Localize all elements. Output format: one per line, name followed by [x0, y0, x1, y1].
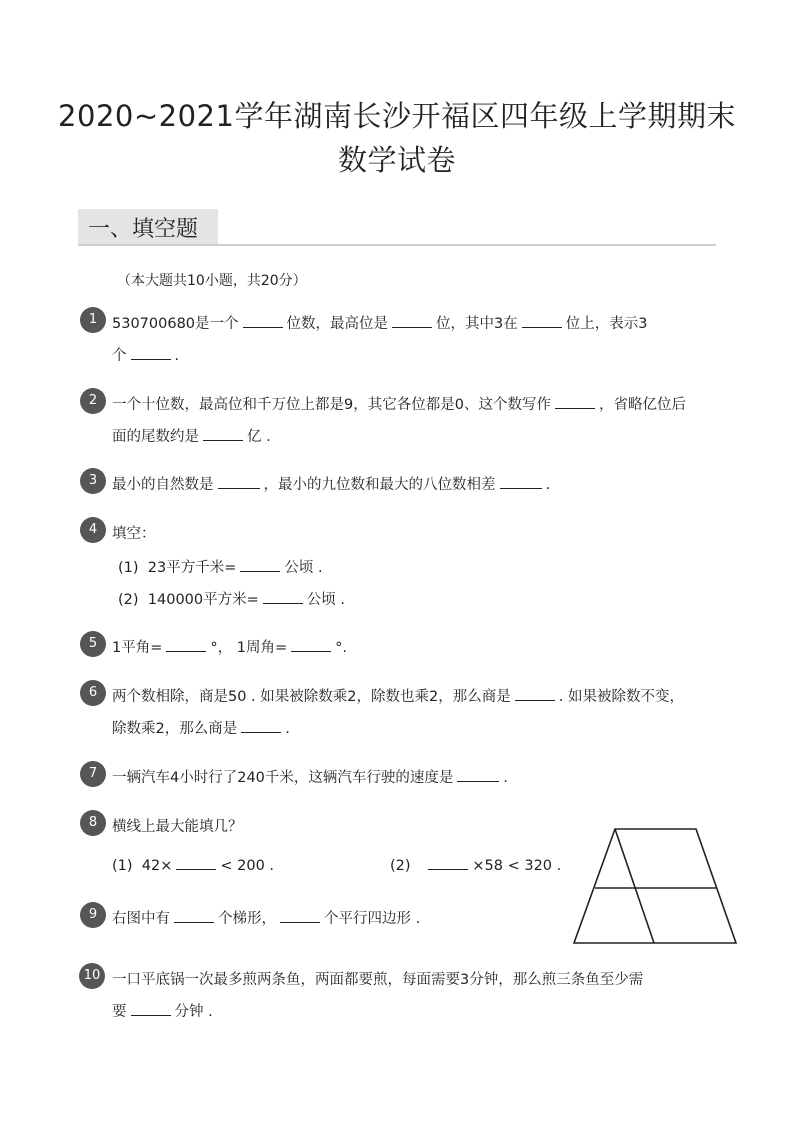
answer-blank[interactable]: [263, 589, 303, 604]
answer-blank[interactable]: [218, 474, 260, 489]
q8-sub1-label: (1): [112, 858, 133, 874]
answer-blank[interactable]: [241, 718, 281, 733]
question-number-badge: 2: [80, 388, 106, 414]
q7-text-b: .: [503, 770, 509, 786]
q3-text-b: ，最小的九位数和最大的八位数相差: [263, 477, 496, 493]
q6-text-b: . 如果被除数不变，: [558, 689, 684, 705]
q9-text-a: 右图中有: [112, 911, 170, 927]
answer-blank[interactable]: [166, 637, 206, 652]
answer-blank[interactable]: [555, 394, 595, 409]
question-4-sub2: [118, 588, 345, 609]
q3-text-a: 最小的自然数是: [112, 477, 214, 493]
q1-text-d: 位上，表示3: [565, 316, 648, 332]
question-2-line2: [112, 425, 271, 446]
q8-sub1-text-a: 42×: [141, 858, 173, 874]
question-6-line1: [112, 685, 684, 706]
q1-text-f: .: [174, 348, 180, 364]
q1-text-e: 个: [112, 348, 127, 364]
q2-text-d: 亿 .: [247, 429, 271, 445]
question-number-badge: 10: [79, 963, 105, 989]
question-number-badge: 3: [80, 468, 106, 494]
outer-trapezoid: [574, 829, 736, 943]
answer-blank[interactable]: [515, 686, 555, 701]
q5-text-a: 1平角=: [112, 640, 163, 656]
answer-blank[interactable]: [291, 637, 331, 652]
section-divider: [78, 244, 716, 246]
question-10-line2: [112, 1000, 213, 1021]
question-8-sub1: [112, 855, 274, 874]
section-note: （本大题共10小题，共20分）: [117, 273, 307, 289]
q4-sub2-label: (2): [118, 592, 139, 608]
question-6-line2: [112, 717, 290, 738]
question-8-line1: [112, 815, 243, 836]
question-7-line1: [112, 766, 508, 787]
answer-blank[interactable]: [522, 313, 562, 328]
trapezoid-figure: [570, 826, 742, 948]
slant-line: [615, 829, 654, 943]
answer-blank[interactable]: [176, 855, 216, 870]
question-number-badge: 6: [80, 680, 106, 706]
q5-text-d: °.: [335, 640, 347, 656]
question-number-badge: 7: [80, 761, 106, 787]
q8-sub2-text-b: ×58 < 320 .: [472, 858, 562, 874]
q4-text-a: 填空：: [112, 526, 156, 542]
question-1-line2: [112, 344, 179, 365]
question-4-line1: [112, 522, 156, 543]
answer-blank[interactable]: [203, 426, 243, 441]
q4-sub2-text-a: 140000平方米=: [147, 592, 259, 608]
q9-text-c: 个平行四边形 .: [324, 911, 421, 927]
q10-text-c: 分钟 .: [174, 1004, 213, 1020]
question-number-badge: 1: [80, 307, 106, 333]
q6-text-c: 除数乘2，那么商是: [112, 721, 238, 737]
answer-blank[interactable]: [131, 1001, 171, 1016]
question-number-badge: 5: [80, 631, 106, 657]
q1-text-b: 位数，最高位是: [286, 316, 389, 332]
q3-text-c: .: [545, 477, 551, 493]
question-3-line1: [112, 473, 550, 494]
q10-text-a: 一口平底锅一次最多煎两条鱼，两面都要煎，每面需要3分钟，那么煎三条鱼至少需: [112, 972, 644, 988]
section-title: 一、填空题: [88, 217, 199, 242]
q2-text-c: 面的尾数约是: [112, 429, 199, 445]
question-4-sub1: [118, 556, 323, 577]
answer-blank[interactable]: [280, 908, 320, 923]
answer-blank[interactable]: [500, 474, 542, 489]
question-2-line1: [112, 393, 686, 414]
q5-text-b: °，: [210, 640, 233, 656]
question-5-line1: [112, 636, 347, 657]
question-1-line1: [112, 312, 648, 333]
q8-sub1-text-b: < 200 .: [220, 858, 275, 874]
q2-text-a: 一个十位数，最高位和千万位上都是9，其它各位都是0、这个数写作: [112, 397, 551, 413]
q7-text-a: 一辆汽车4小时行了240千米，这辆汽车行驶的速度是: [112, 770, 454, 786]
answer-blank[interactable]: [243, 313, 283, 328]
q8-sub2-label: (2): [390, 858, 411, 874]
q2-text-b: ，省略亿位后: [598, 397, 686, 413]
q6-text-a: 两个数相除，商是50 . 如果被除数乘2，除数也乘2，那么商是: [112, 689, 511, 705]
answer-blank[interactable]: [131, 345, 171, 360]
q5-text-c: 1周角=: [236, 640, 288, 656]
answer-blank[interactable]: [240, 557, 280, 572]
question-number-badge: 4: [80, 517, 106, 543]
q4-sub1-text-a: 23平方千米=: [147, 560, 237, 576]
q10-text-b: 要: [112, 1004, 127, 1020]
q6-text-d: .: [285, 721, 290, 737]
question-8-sub2: [390, 855, 561, 874]
q1-text-a: 530700680是一个: [112, 316, 239, 332]
q4-sub2-text-b: 公顷 .: [306, 592, 345, 608]
answer-blank[interactable]: [457, 767, 499, 782]
q4-sub1-text-b: 公顷 .: [284, 560, 323, 576]
q4-sub1-label: (1): [118, 560, 139, 576]
question-number-badge: 9: [80, 902, 106, 928]
q9-text-b: 个梯形，: [218, 911, 276, 927]
q1-text-c: 位，其中3在: [436, 316, 518, 332]
question-number-badge: 8: [80, 810, 106, 836]
answer-blank[interactable]: [392, 313, 432, 328]
question-9-line1: [112, 907, 420, 928]
answer-blank[interactable]: [428, 855, 468, 870]
question-10-line1: [112, 968, 643, 989]
document-title-line2: 数学试卷: [337, 143, 456, 177]
answer-blank[interactable]: [174, 908, 214, 923]
q8-text-a: 横线上最大能填几？: [112, 819, 243, 835]
document-title-line1: 2020~2021学年湖南长沙开福区四年级上学期期末: [58, 99, 736, 133]
